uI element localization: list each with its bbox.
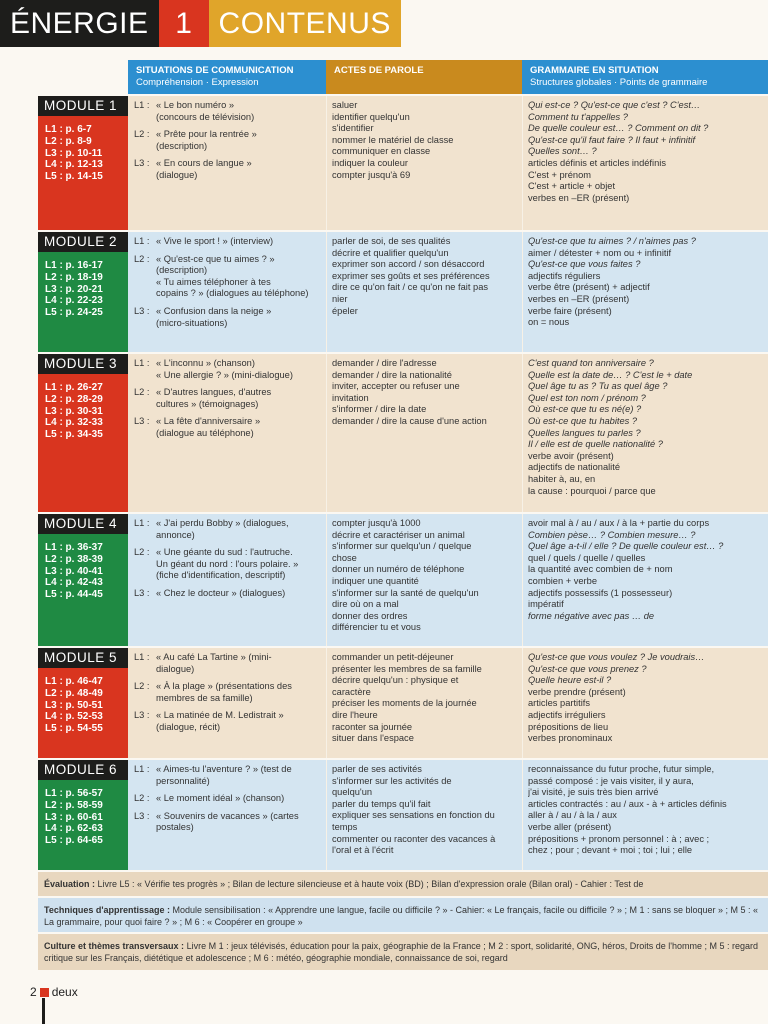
acte-line: demander / dire la nationalité	[332, 369, 452, 380]
acte-line: dire où on a mal	[332, 599, 399, 610]
acte-line: demander / dire la cause d'une action	[332, 415, 487, 426]
grammaire-line: Qu'est-ce que vous voulez ? Je voudrais…	[528, 652, 705, 662]
acte-line: invitation	[332, 392, 369, 403]
culture-text: Livre M 1 : jeux télévisés, éducation pour la paix, géographie de la France ; M 2 : sport, solidarité, ONG, héros, Droits de l'homme ; M 5 : regard critique sur les Français, diététique et adolescence ; M 6 : météo, géographie mondiale, connaissance de soi, regard	[44, 941, 759, 963]
page-ref: L1 : p. 16-17	[45, 260, 103, 271]
situations-cell	[128, 514, 326, 646]
page-ref: L4 : p. 32-33	[45, 417, 103, 429]
culture-label: Culture et thèmes transversaux :	[44, 941, 185, 951]
grammaire-line: Quelles langues tu parles ?	[528, 427, 641, 438]
grammaire-line: C'est + article + objet	[528, 181, 616, 192]
situation-line: « Souvenirs de vacances » (cartes	[156, 810, 299, 821]
grammaire-line: verbe aller (présent)	[528, 821, 612, 832]
situations-cell	[128, 96, 326, 230]
situation-line: « Le moment idéal » (chanson)	[156, 793, 285, 804]
acte-line: décrire quelqu'un : physique et	[332, 675, 459, 686]
situation-line: Un géant du nord : l'ours polaire. »	[156, 558, 299, 569]
column-title: SITUATIONS DE COMMUNICATION	[136, 65, 294, 76]
grammaire-line: passé composé : je vais visiter, il y aura,	[528, 775, 694, 786]
situation-item	[134, 358, 320, 381]
acte-line: temps	[332, 821, 358, 832]
page-ref: L4 : p. 62-63	[45, 823, 103, 835]
grammaire-line: habiter à, au, en	[528, 473, 596, 484]
acte-line: parler de ses activités	[332, 764, 422, 774]
situation-line: (concours de télévision)	[156, 111, 255, 122]
grammaire-line: C'est + prénom	[528, 169, 592, 180]
grammaire-line: avoir mal à / au / aux / à la + partie du corps	[528, 518, 710, 528]
grammaire-line: Où est-ce que tu habites ?	[528, 415, 638, 426]
grammaire-line: verbes en –ER (présent)	[528, 293, 630, 304]
page-header	[0, 0, 401, 47]
situation-line: « Tu aimes téléphoner à tes	[156, 276, 271, 287]
page-ref: L5 : p. 64-65	[45, 835, 103, 847]
acte-line: parler du temps qu'il fait	[332, 798, 431, 809]
grammaire-line: De quelle couleur est… ? Comment on dit ?	[528, 123, 709, 134]
acte-line: communiquer en classe	[332, 146, 431, 157]
grammaire-cell	[522, 232, 768, 352]
column-divider	[326, 354, 327, 512]
page-number-word: deux	[51, 985, 78, 999]
grammaire-line: articles définis et articles indéfinis	[528, 157, 666, 168]
page-ref: L5 : p. 14-15	[45, 171, 103, 183]
page-ref: L2 : p. 38-39	[45, 553, 103, 565]
grammaire-cell	[522, 96, 768, 230]
grammaire-line: combien + verbe	[528, 575, 597, 586]
page-ref: L3 : p. 30-31	[45, 405, 103, 417]
acte-line: indiquer une quantité	[332, 575, 419, 586]
situation-item	[134, 793, 320, 805]
column-subtitle: Structures globales · Points de grammaire	[530, 77, 708, 88]
header-title: ÉNERGIE	[0, 0, 159, 47]
acte-line: préciser les moments de la journée	[332, 698, 477, 709]
column-title: GRAMMAIRE EN SITUATION	[530, 65, 659, 76]
situation-line: « Chez le docteur » (dialogues)	[156, 587, 286, 598]
module-label: MODULE 3	[38, 354, 128, 374]
column-divider	[522, 96, 523, 230]
situation-line: dialogue)	[156, 663, 195, 674]
column-divider	[326, 760, 327, 870]
grammaire-line: Où est-ce que tu es né(e) ?	[528, 404, 642, 415]
column-divider	[326, 648, 327, 758]
grammaire-line: prépositions + pronom personnel : à ; avec ;	[528, 833, 710, 844]
page-ref: L3 : p. 60-61	[45, 811, 103, 823]
situation-line: personnalité)	[156, 775, 210, 786]
grammaire-line: verbe faire (présent)	[528, 305, 612, 316]
lesson-key: L2 :	[134, 253, 150, 264]
situation-item	[134, 518, 320, 541]
header-subtitle: CONTENUS	[209, 0, 401, 47]
column-divider	[522, 648, 523, 758]
grammaire-line: Qui est-ce ? Qu'est-ce que c'est ? C'est…	[528, 100, 701, 110]
situation-item	[134, 129, 320, 152]
grammaire-line: Comment tu t'appelles ?	[528, 111, 628, 122]
page-ref: L2 : p. 8-9	[45, 135, 92, 147]
acte-line: exprimer son accord / son désaccord	[332, 259, 485, 270]
grammaire-line: on = nous	[528, 317, 570, 328]
grammaire-line: j'ai visité, je suis très bien arrivé	[528, 787, 659, 798]
situation-line: (dialogue au téléphone)	[156, 427, 254, 438]
situation-line: « J'ai perdu Bobby » (dialogues,	[156, 518, 289, 528]
column-subtitle: Compréhension · Expression	[136, 77, 259, 88]
lesson-key: L3 :	[134, 710, 150, 721]
situation-item	[134, 547, 320, 582]
situation-line: annonce)	[156, 529, 195, 540]
module-pages	[38, 252, 128, 352]
situation-line: « D'autres langues, d'autres	[156, 387, 272, 398]
situation-item	[134, 681, 320, 704]
grammaire-line: Il / elle est de quelle nationalité ?	[528, 439, 663, 450]
situation-line: « Une allergie ? » (mini-dialogue)	[156, 369, 293, 380]
page-marker	[40, 988, 49, 997]
situation-line: « En cours de langue »	[156, 158, 252, 169]
page-ref: L1 : p. 36-37	[45, 542, 103, 553]
acte-line: indiquer la couleur	[332, 157, 408, 168]
grammaire-line: C'est quand ton anniversaire ?	[528, 358, 654, 368]
module-pages	[38, 374, 128, 512]
acte-line: s'informer sur quelqu'un / quelque	[332, 541, 472, 552]
grammaire-line: Quel âge tu as ? Tu as quel âge ?	[528, 381, 668, 392]
situation-line: « Au café La Tartine » (mini-	[156, 652, 272, 662]
page-ref: L5 : p. 54-55	[45, 723, 103, 735]
lesson-key: L3 :	[134, 587, 150, 598]
module-pages	[38, 116, 128, 230]
actes-cell	[326, 514, 522, 646]
acte-line: l'oral et à l'écrit	[332, 845, 394, 856]
grammaire-line: Combien pèse… ? Combien mesure… ?	[528, 529, 696, 540]
grammaire-cell	[522, 354, 768, 512]
grammaire-line: quel / quels / quelle / quelles	[528, 552, 646, 563]
grammaire-line: Quelle est la date de… ? C'est le + date	[528, 369, 693, 380]
acte-line: situer dans l'espace	[332, 733, 414, 744]
actes-cell	[326, 760, 522, 870]
actes-cell	[326, 354, 522, 512]
situations-cell	[128, 760, 326, 870]
situation-item	[134, 416, 320, 439]
grammaire-line: prépositions de lieu	[528, 721, 609, 732]
grammaire-line: aimer / détester + nom ou + infinitif	[528, 247, 672, 258]
page-ref: L5 : p. 34-35	[45, 429, 103, 441]
acte-line: donner un numéro de téléphone	[332, 564, 465, 575]
page-edge-bar	[42, 998, 45, 1024]
lesson-key: L3 :	[134, 416, 150, 427]
situations-cell	[128, 354, 326, 512]
module-row	[38, 760, 768, 870]
lesson-key: L2 :	[134, 387, 150, 398]
acte-line: parler de soi, de ses qualités	[332, 236, 451, 246]
situation-line: « Qu'est-ce que tu aimes ? »	[156, 253, 275, 264]
acte-line: commander un petit-déjeuner	[332, 652, 454, 662]
page-ref: L2 : p. 58-59	[45, 799, 103, 811]
module-row	[38, 96, 768, 230]
page-ref: L5 : p. 24-25	[45, 307, 103, 319]
grammaire-line: Qu'est-ce qu'il faut faire ? Il faut + infinitif	[528, 134, 696, 145]
acte-line: chose	[332, 552, 357, 563]
grammaire-line: la quantité avec combien de + nom	[528, 564, 673, 575]
grammaire-line: adjectifs irréguliers	[528, 709, 606, 720]
situation-line: (dialogue, récit)	[156, 721, 221, 732]
situation-item	[134, 764, 320, 787]
column-header-grammaire	[522, 60, 768, 94]
page-ref: L1 : p. 6-7	[45, 124, 92, 135]
grammaire-line: adjectifs de nationalité	[528, 462, 620, 473]
page-ref: L2 : p. 18-19	[45, 271, 103, 283]
page-ref: L1 : p. 46-47	[45, 676, 103, 687]
grammaire-line: aller à / au / à la / aux	[528, 810, 617, 821]
page-ref: L3 : p. 20-21	[45, 283, 103, 295]
acte-line: différencier tu et vous	[332, 622, 421, 633]
lesson-key: L1 :	[134, 764, 150, 774]
situation-item	[134, 710, 320, 733]
lesson-key: L1 :	[134, 100, 150, 110]
situation-line: « La matinée de M. Ledistrait »	[156, 710, 284, 721]
column-divider	[522, 760, 523, 870]
acte-line: inviter, accepter ou refuser une	[332, 381, 460, 392]
lesson-key: L3 :	[134, 810, 150, 821]
grammaire-line: verbe être (présent) + adjectif	[528, 282, 650, 293]
situation-line: (description)	[156, 140, 208, 151]
column-header-situations	[128, 60, 326, 94]
acte-line: s'informer sur les activités de	[332, 775, 452, 786]
grammaire-line: verbe prendre (présent)	[528, 686, 626, 697]
lesson-key: L1 :	[134, 518, 150, 528]
situation-line: « Aimes-tu l'aventure ? » (test de	[156, 764, 292, 774]
acte-line: exprimer ses goûts et ses préférences	[332, 270, 490, 281]
grammaire-cell	[522, 648, 768, 758]
column-title: ACTES DE PAROLE	[334, 65, 424, 76]
grammaire-line: chez ; pour ; devant + moi ; toi ; lui ; elle	[528, 845, 693, 856]
acte-line: nier	[332, 293, 348, 304]
acte-line: épeler	[332, 305, 358, 316]
acte-line: s'informer sur la santé de quelqu'un	[332, 587, 479, 598]
situation-line: copains ? » (dialogues au téléphone)	[156, 288, 309, 299]
situation-line: « Prête pour la rentrée »	[156, 129, 257, 140]
module-row	[38, 232, 768, 352]
grammaire-line: articles partitifs	[528, 698, 590, 709]
acte-line: dire ce qu'on fait / ce qu'on ne fait pas	[332, 282, 489, 293]
grammaire-line: adjectifs réguliers	[528, 270, 601, 281]
acte-line: compter jusqu'à 69	[332, 169, 411, 180]
column-divider	[522, 232, 523, 352]
footer-techniques	[38, 898, 768, 932]
lesson-key: L1 :	[134, 358, 150, 368]
header-number: 1	[159, 0, 209, 47]
acte-line: quelqu'un	[332, 787, 373, 798]
acte-line: dire l'heure	[332, 709, 378, 720]
page-ref: L4 : p. 42-43	[45, 577, 103, 589]
situations-cell	[128, 648, 326, 758]
grammaire-line: impératif	[528, 599, 564, 610]
grammaire-line: adjectifs possessifs (1 possesseur)	[528, 587, 673, 598]
lesson-key: L1 :	[134, 652, 150, 662]
acte-line: raconter sa journée	[332, 721, 413, 732]
techniques-text: Module sensibilisation : « Apprendre une langue, facile ou difficile ? » - Cahier: « Le français, facile ou difficile ? » ; M 1 : sans se bloquer » ; M 5 : « La grammaire, pour quoi faire ? » ; M 6 : « Coopérer en groupe »	[44, 905, 759, 927]
acte-line: nommer le matériel de classe	[332, 134, 454, 145]
module-pages	[38, 534, 128, 646]
grammaire-line: reconnaissance du futur proche, futur simple,	[528, 764, 715, 774]
grammaire-line: Quel est ton nom / prénom ?	[528, 392, 646, 403]
actes-cell	[326, 232, 522, 352]
situation-item	[134, 811, 320, 834]
column-divider	[522, 354, 523, 512]
situation-line: (micro-situations)	[156, 317, 228, 328]
page-ref: L3 : p. 50-51	[45, 699, 103, 711]
lesson-key: L3 :	[134, 305, 150, 316]
column-header-actes	[326, 60, 522, 94]
situation-line: « L'inconnu » (chanson)	[156, 358, 255, 368]
acte-line: caractère	[332, 686, 371, 697]
grammaire-line: Qu'est-ce que tu aimes ? / n'aimes pas ?	[528, 236, 696, 246]
page-ref: L3 : p. 10-11	[45, 147, 103, 159]
lesson-key: L2 :	[134, 681, 150, 692]
actes-cell	[326, 648, 522, 758]
page-number	[30, 985, 78, 999]
acte-line: décrire et qualifier quelqu'un	[332, 247, 449, 258]
page-ref: L2 : p. 28-29	[45, 393, 103, 405]
grammaire-line: Quelle heure est-il ?	[528, 675, 612, 686]
situation-line: « Vive le sport ! » (interview)	[156, 236, 274, 246]
page-ref: L1 : p. 26-27	[45, 382, 103, 393]
acte-line: saluer	[332, 100, 358, 110]
grammaire-line: verbe avoir (présent)	[528, 450, 614, 461]
module-pages	[38, 780, 128, 870]
situation-line: « Le bon numéro »	[156, 100, 235, 110]
grammaire-line: verbes en –ER (présent)	[528, 192, 630, 203]
footer-culture	[38, 934, 768, 970]
module-label: MODULE 5	[38, 648, 128, 668]
situations-cell	[128, 232, 326, 352]
lesson-key: L3 :	[134, 158, 150, 169]
page-ref: L2 : p. 48-49	[45, 687, 103, 699]
evaluation-text: Livre L5 : « Vérifie tes progrès » ; Bilan de lecture silencieuse et à haute voix (BD) ; Bilan d'expression orale (Bilan oral) - Cahier : Test de	[97, 879, 644, 889]
situation-item	[134, 254, 320, 300]
situation-item	[134, 652, 320, 675]
acte-line: s'informer / dire la date	[332, 404, 427, 415]
grammaire-cell	[522, 514, 768, 646]
situation-line: cultures » (témoignages)	[156, 398, 259, 409]
actes-cell	[326, 96, 522, 230]
acte-line: expliquer ses sensations en fonction du	[332, 810, 495, 821]
grammaire-line: verbes pronominaux	[528, 733, 613, 744]
grammaire-line: Qu'est-ce que vous prenez ?	[528, 663, 647, 674]
grammaire-line: forme négative avec pas … de	[528, 610, 655, 621]
page-ref: L4 : p. 12-13	[45, 159, 103, 171]
grammaire-line: Quel âge a-t-il / elle ? De quelle couleur est… ?	[528, 541, 724, 552]
situation-line: « À la plage » (présentations des	[156, 681, 292, 692]
lesson-key: L1 :	[134, 236, 150, 246]
module-pages	[38, 668, 128, 758]
situation-item	[134, 100, 320, 123]
column-divider	[326, 96, 327, 230]
situation-item	[134, 306, 320, 329]
situation-line: postales)	[156, 822, 194, 833]
situation-line: membres de sa famille)	[156, 692, 253, 703]
acte-line: donner des ordres	[332, 610, 408, 621]
acte-line: présenter les membres de sa famille	[332, 663, 482, 674]
column-divider	[522, 514, 523, 646]
acte-line: commenter ou raconter des vacances à	[332, 833, 496, 844]
module-label: MODULE 4	[38, 514, 128, 534]
column-divider	[326, 232, 327, 352]
grammaire-line: Quelles sont… ?	[528, 146, 597, 157]
grammaire-cell	[522, 760, 768, 870]
column-divider	[326, 514, 327, 646]
situation-item	[134, 387, 320, 410]
page-ref: L4 : p. 52-53	[45, 711, 103, 723]
module-label: MODULE 6	[38, 760, 128, 780]
page-ref: L5 : p. 44-45	[45, 589, 103, 601]
evaluation-label: Évaluation :	[44, 879, 96, 889]
situation-line: « La fête d'anniversaire »	[156, 416, 261, 427]
situation-line: « Une géante du sud : l'autruche.	[156, 547, 293, 558]
page-ref: L1 : p. 56-57	[45, 788, 103, 799]
situation-line: « Confusion dans la neige »	[156, 305, 272, 316]
situation-item	[134, 236, 320, 248]
module-label: MODULE 1	[38, 96, 128, 116]
page-number-digit: 2	[30, 985, 37, 999]
acte-line: s'identifier	[332, 123, 374, 134]
situation-line: (description)	[156, 265, 208, 276]
situation-item	[134, 158, 320, 181]
page-ref: L4 : p. 22-23	[45, 295, 103, 307]
situation-line: (fiche d'identification, descriptif)	[156, 570, 286, 581]
situation-line: (dialogue)	[156, 169, 198, 180]
situation-item	[134, 588, 320, 600]
module-label: MODULE 2	[38, 232, 128, 252]
module-row	[38, 514, 768, 646]
acte-line: décrire et caractériser un animal	[332, 529, 465, 540]
lesson-key: L2 :	[134, 793, 150, 804]
module-row	[38, 354, 768, 512]
acte-line: identifier quelqu'un	[332, 111, 410, 122]
techniques-label: Techniques d'apprentissage :	[44, 905, 170, 915]
grammaire-line: la cause : pourquoi / parce que	[528, 485, 656, 496]
lesson-key: L2 :	[134, 129, 150, 140]
grammaire-line: Qu'est-ce que vous faites ?	[528, 259, 641, 270]
grammaire-line: articles contractés : au / aux - à + articles définis	[528, 798, 727, 809]
footer-evaluation	[38, 872, 768, 896]
acte-line: compter jusqu'à 1000	[332, 518, 421, 528]
module-row	[38, 648, 768, 758]
page-ref: L3 : p. 40-41	[45, 565, 103, 577]
acte-line: demander / dire l'adresse	[332, 358, 437, 368]
lesson-key: L2 :	[134, 547, 150, 558]
